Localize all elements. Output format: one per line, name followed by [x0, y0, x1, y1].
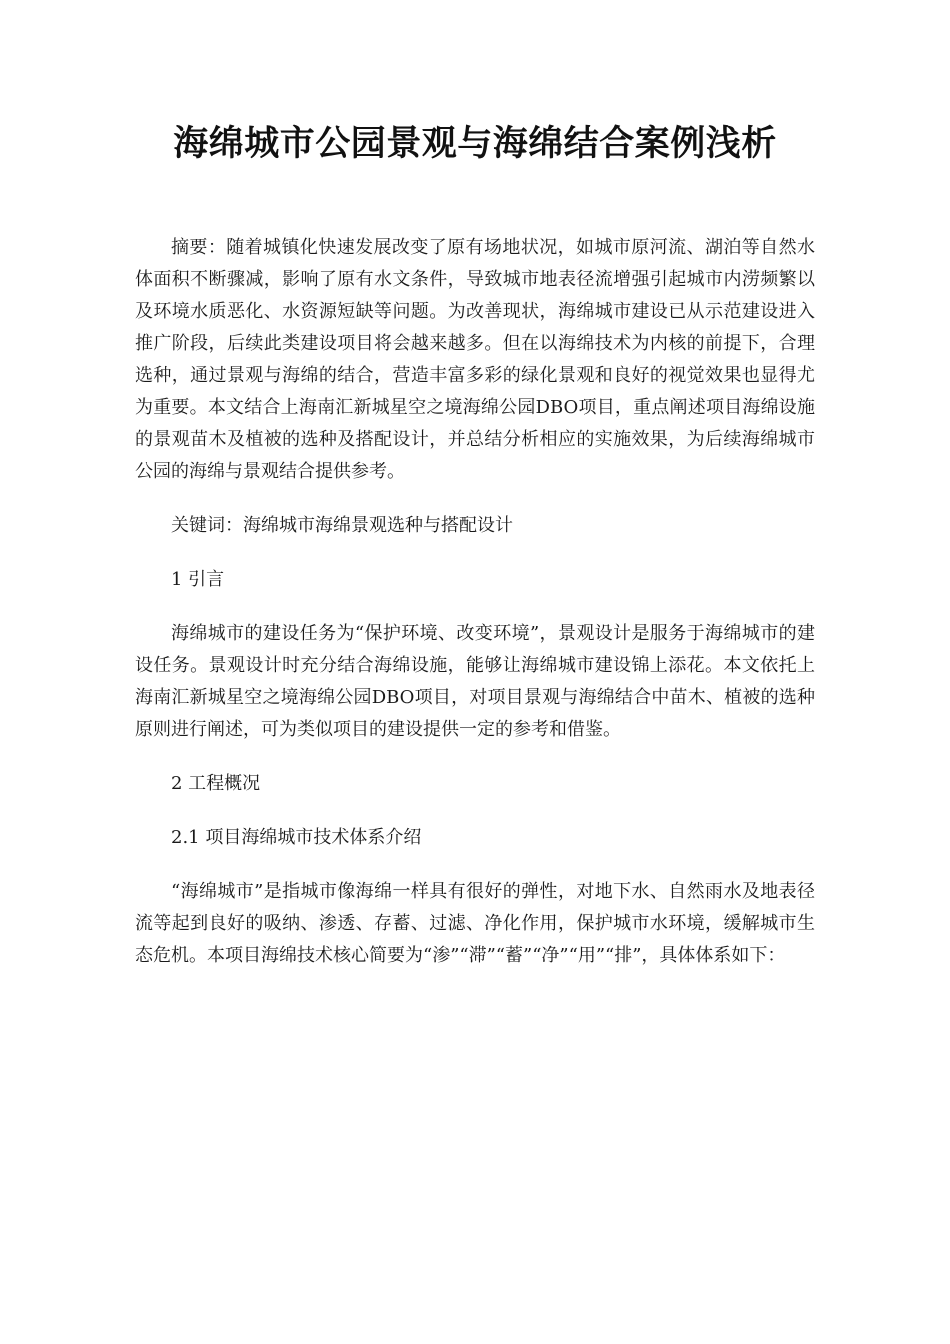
sponge-tech-system-paragraph: “海绵城市”是指城市像海绵一样具有很好的弹性，对地下水、自然雨水及地表径流等起到良好的吸纳、渗透、存蓄、过滤、净化作用，保护城市水环境，缓解城市生态危机。本项目海绵技术核心简要为“渗”“滞”“蓄”“净”“用”“排”，具体体系如下： [135, 881, 815, 966]
subsection-heading-sponge-tech-system: 2.1 项目海绵城市技术体系介绍 [171, 827, 422, 848]
section-heading-project-overview: 2 工程概况 [171, 773, 261, 794]
keywords-paragraph: 关键词：海绵城市海绵景观选种与搭配设计 [171, 515, 513, 536]
abstract-paragraph: 摘要：随着城镇化快速发展改变了原有场地状况，如城市原河流、湖泊等自然水体面积不断骤减，影响了原有水文条件，导致城市地表径流增强引起城市内涝频繁以及环境水质恶化、水资源短缺等问题。为改善现状，海绵城市建设已从示范建设进入推广阶段，后续此类建设项目将会越来越多。但在以海绵技术为内核的前提下，合理选种，通过景观与海绵的结合，营造丰富多彩的绿化景观和良好的视觉效果也显得尤为重要。本文结合上海南汇新城星空之境海绵公园DBO项目，重点阐述项目海绵设施的景观苗木及植被的选种及搭配设计，并总结分析相应的实施效果，为后续海绵城市公园的海绵与景观结合提供参考。 [135, 237, 815, 482]
section-heading-introduction: 1 引言 [171, 569, 225, 590]
introduction-paragraph: 海绵城市的建设任务为“保护环境、改变环境”，景观设计是服务于海绵城市的建设任务。景观设计时充分结合海绵设施，能够让海绵城市建设锦上添花。本文依托上海南汇新城星空之境海绵公园DBO项目，对项目景观与海绵结合中苗木、植被的选种原则进行阐述，可为类似项目的建设提供一定的参考和借鉴。 [135, 623, 815, 740]
document-body [135, 232, 815, 972]
document-title: 海绵城市公园景观与海绵结合案例浅析 [173, 124, 777, 164]
